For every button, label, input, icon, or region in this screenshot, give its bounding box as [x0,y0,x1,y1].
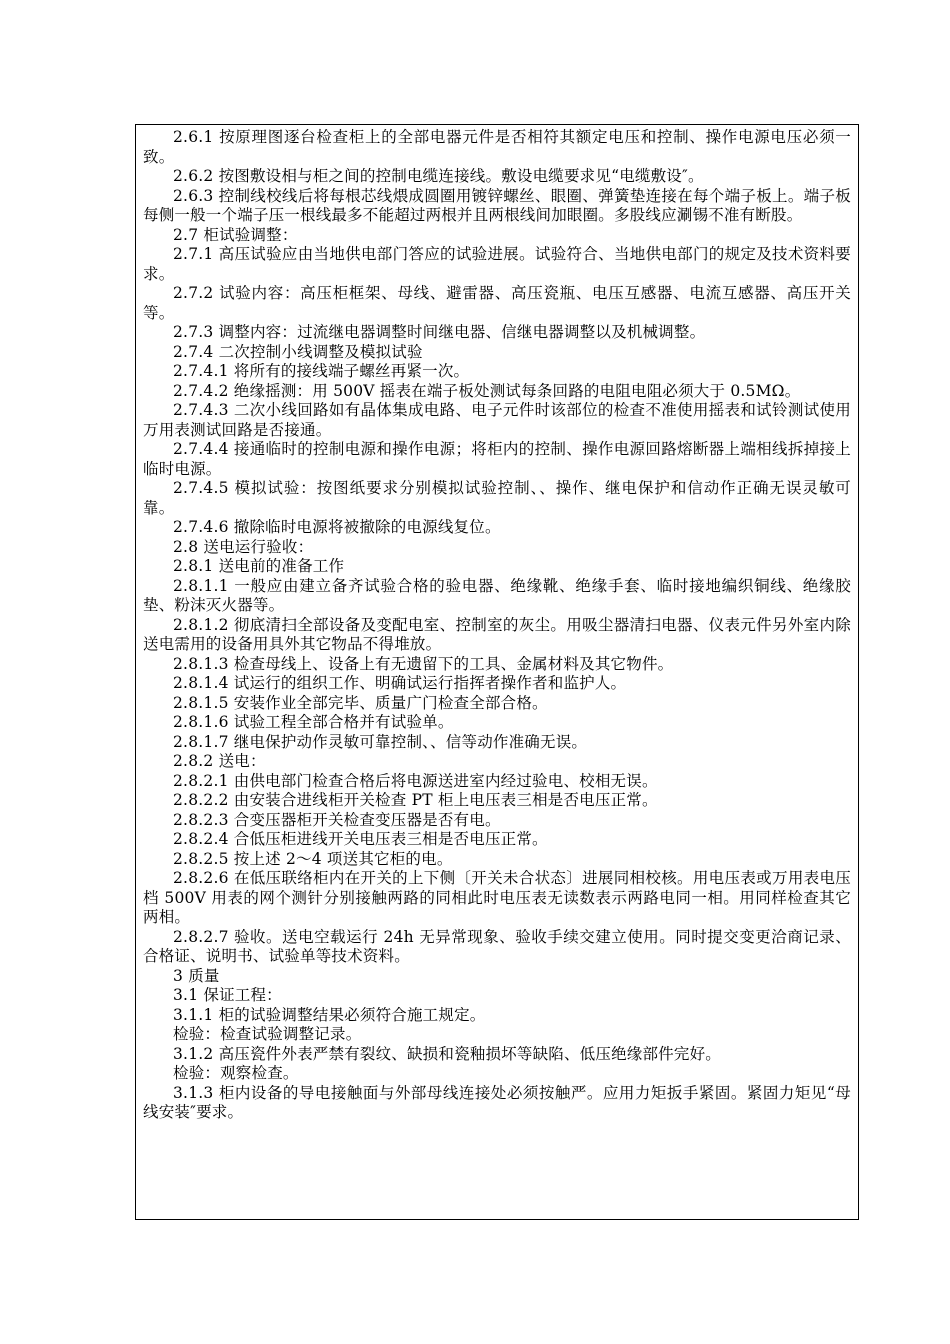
paragraph: 2.7.4.3 二次小线回路如有晶体集成电路、电子元件时该部位的检查不准使用摇表和试铃测试使用万用表测试回路是否接通。 [143,401,851,439]
paragraph: 2.8.2.4 合低压柜进线开关电压表三相是否电压正常。 [173,830,548,848]
paragraph: 检验：检查试验调整记录。 [173,1025,362,1043]
paragraph: 2.8.2.3 合变压器柜开关检查变压器是否有电。 [173,810,501,829]
document-table-cell [135,124,859,1220]
paragraph: 2.8.1.2 彻底清扫全部设备及变配电室、控制室的灰尘。用吸尘器清扫电器、仪表元件另外室内除送电需用的设备用具外其它物品不得堆放。 [143,615,851,653]
paragraph: 2.8.1.6 试验工程全部合格并有试验单。 [173,713,454,731]
paragraph: 2.7.4.5 模拟试验：按图纸要求分别模拟试验控制、、操作、继电保护和信动作正确无误灵敏可靠。 [143,479,851,517]
paragraph: 2.8.2 送电： [173,752,266,770]
paragraph: 2.8.2.7 验收。送电空载运行 24h 无异常现象、验收手续交建立使用。同时提交变更洽商记录、合格证、说明书、试验单等技术资料。 [143,927,851,965]
paragraph: 2.8.1.4 试运行的组织工作、明确试运行指挥者操作者和监护人。 [173,674,627,692]
paragraph: 3.1.1 柜的试验调整结果必须符合施工规定。 [173,1005,486,1024]
paragraph: 2.8.2.6 在低压联络柜内在开关的上下侧〔开关未合状态〕进展同相校核。用电压表或万用表电压档 500V 用表的网个测针分别接触两路的同相此时电压表无读数表示两路电同一相。用同样检查其它两相。 [143,869,851,926]
paragraph: 2.6.2 按图敷设相与柜之间的控制电缆连接线。敷设电缆要求见“电缆敷设″。 [173,167,704,185]
paragraph: 2.7.4.6 撤除临时电源将被撤除的电源线复位。 [173,518,501,536]
paragraph: 2.6.3 控制线校线后将每根芯线煨成圆圈用镀锌螺丝、眼圈、弹簧垫连接在每个端子板上。端子板每侧一般一个端子压一根线最多不能超过两根并且两根线间加眼圈。多股线应涮锡不准有断股。 [143,186,851,224]
paragraph: 3.1.2 高压瓷件外表严禁有裂纹、缺损和瓷釉损坏等缺陷、低压绝缘部件完好。 [173,1044,721,1063]
section-heading: 2.7 柜试验调整： [173,225,298,244]
paragraph: 2.7.2 试验内容：高压柜框架、母线、避雷器、高压瓷瓶、电压互感器、电流互感器、高压开关等。 [143,284,851,322]
paragraph: 2.8.1.5 安装作业全部完毕、质量广门检查全部合格。 [173,693,548,712]
paragraph: 2.8.1.3 检查母线上、设备上有无遗留下的工具、金属材料及其它物件。 [173,654,674,673]
paragraph: 2.7.4 二次控制小线调整及模拟试验 [173,342,423,361]
paragraph: 2.8.1 送电前的准备工作 [173,557,345,575]
paragraph: 2.7.4.4 接通临时的控制电源和操作电源；将柜内的控制、操作电源回路熔断器上端相线拆掉接上临时电源。 [143,440,851,478]
paragraph: 2.8.2.5 按上述 2～4 项送其它柜的电。 [173,849,453,868]
paragraph: 2.7.4.1 将所有的接线端子螺丝再紧一次。 [173,362,470,380]
paragraph: 3.1 保证工程： [173,986,282,1004]
paragraph: 2.7.3 调整内容：过流继电器调整时间继电器、信继电器调整以及机械调整。 [173,323,706,341]
paragraph: 2.6.1 按原理图逐台检查柜上的全部电器元件是否相符其额定电压和控制、操作电源电压必须一致。 [143,128,851,166]
paragraph: 2.8.2.2 由安装合进线柜开关检查 PT 柜上电压表三相是否电压正常。 [173,791,658,809]
paragraph: 检验：观察检查。 [173,1064,299,1082]
section-heading: 3 质量 [173,966,220,985]
section-heading: 2.8 送电运行验收： [173,537,314,556]
paragraph: 2.7.1 高压试验应由当地供电部门答应的试验进展。试验符合、当地供电部门的规定及技术资料要求。 [143,245,851,283]
paragraph: 2.8.1.7 继电保护动作灵敏可靠控制、、信等动作准确无误。 [173,732,588,751]
paragraph: 3.1.3 柜内设备的导电接触面与外部母线连接处必须按触严。应用力矩扳手紧固。紧固力矩见“母线安装″要求。 [143,1083,851,1121]
paragraph: 2.7.4.2 绝缘摇测：用 500V 摇表在端子板处测试每条回路的电阻电阻必须大于 0.5MΩ。 [173,381,801,400]
paragraph: 2.8.1.1 一般应由建立备齐试验合格的验电器、绝缘靴、绝缘手套、临时接地编织铜线、绝缘胶垫、粉沫灭火器等。 [143,576,851,614]
paragraph: 2.8.2.1 由供电部门检查合格后将电源送进室内经过验电、校相无误。 [173,771,658,790]
